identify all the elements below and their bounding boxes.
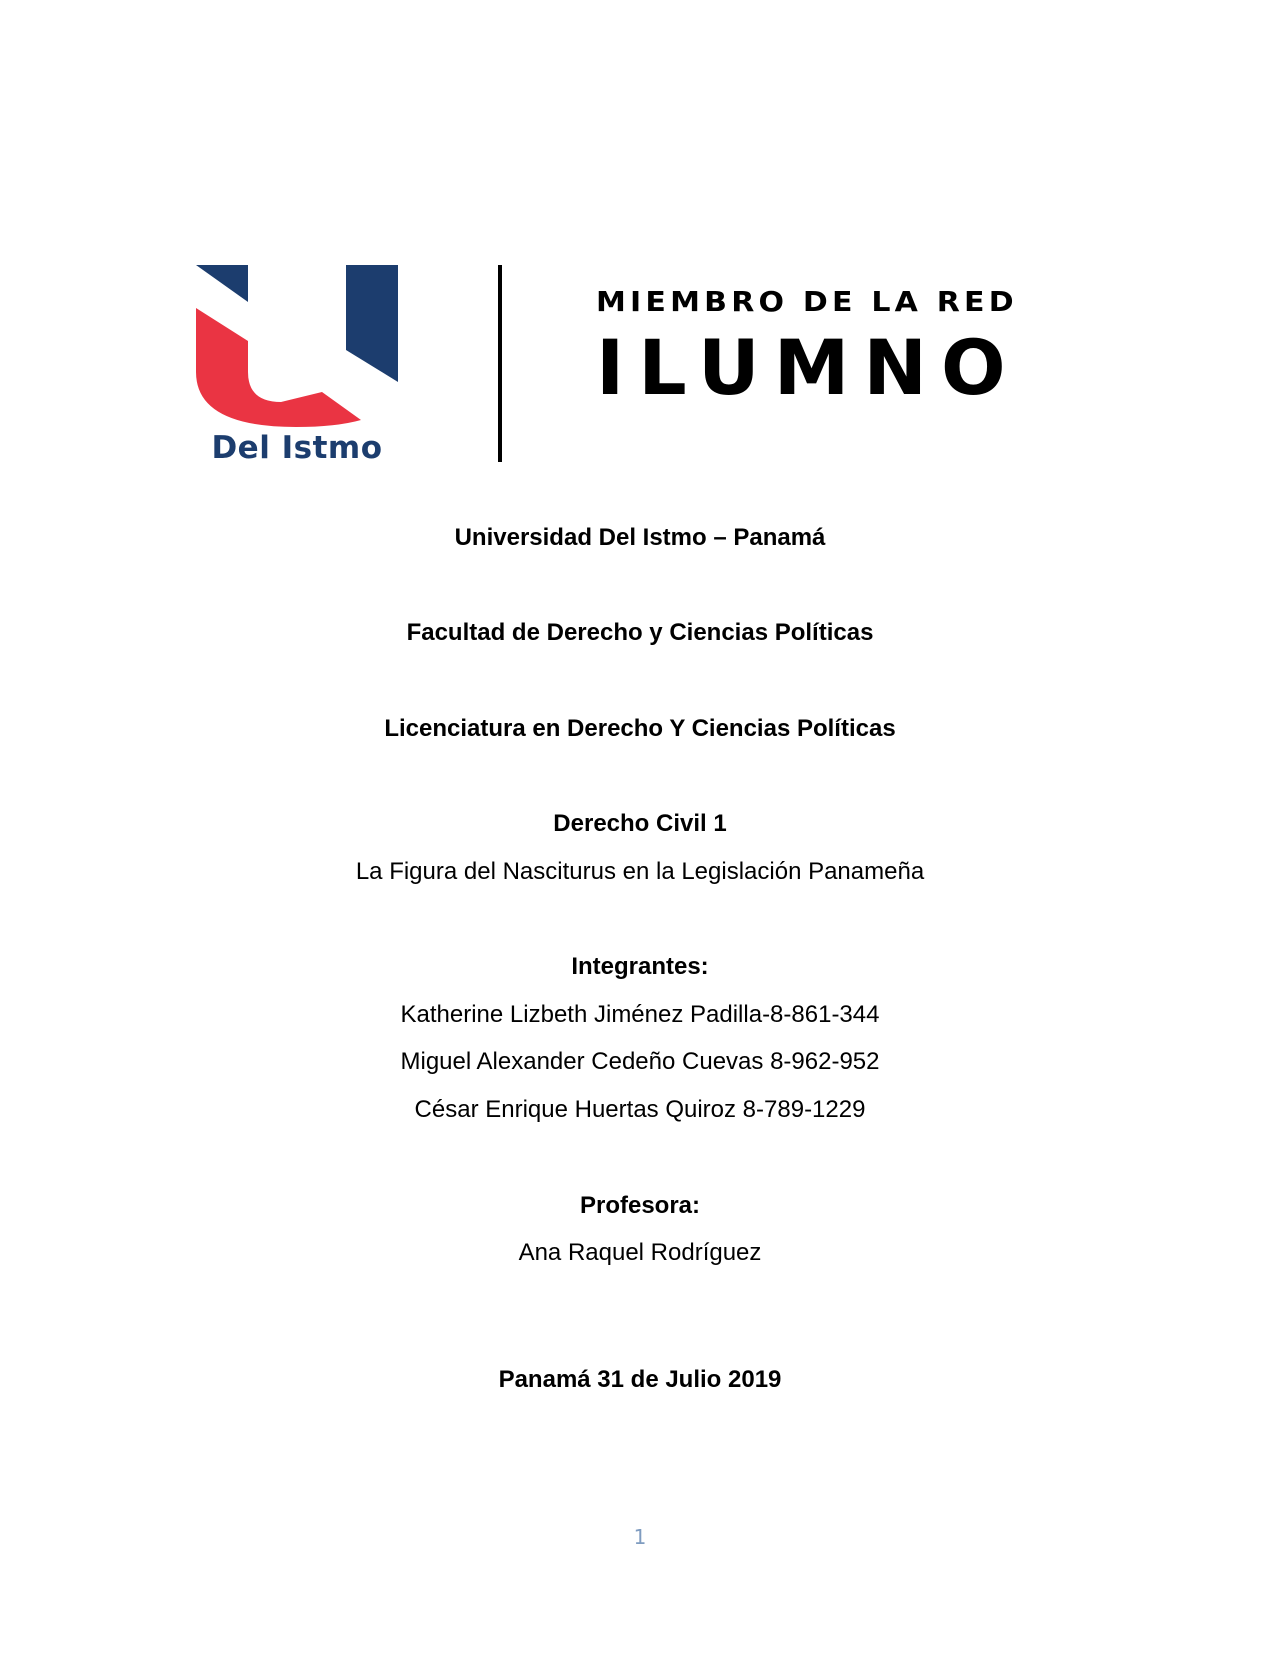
faculty-name: Facultad de Derecho y Ciencias Políticas <box>406 619 874 646</box>
ilumno-tagline: MIEMBRO DE LA RED <box>596 286 1018 319</box>
ilumno-logo <box>596 286 1126 412</box>
document-title: La Figura del Nasciturus en la Legislación Panameña <box>355 858 925 885</box>
logo-university-name: Del Istmo <box>211 430 383 466</box>
university-name: Universidad Del Istmo – Panamá <box>454 524 826 551</box>
document-date: Panamá 31 de Julio 2019 <box>498 1366 782 1393</box>
u-shape-logo-icon <box>196 262 398 427</box>
logo-divider <box>498 265 502 462</box>
professor-label: Profesora: <box>579 1192 701 1219</box>
member-item: César Enrique Huertas Quiroz 8-789-1229 <box>414 1096 866 1123</box>
degree-name: Licenciatura en Derecho Y Ciencias Políticas <box>384 715 896 742</box>
member-item: Miguel Alexander Cedeño Cuevas 8-962-952 <box>400 1048 880 1075</box>
professor-name: Ana Raquel Rodríguez <box>518 1239 762 1266</box>
universidad-del-istmo-logo <box>196 262 398 472</box>
members-label: Integrantes: <box>571 953 709 980</box>
ilumno-wordmark: ILUMNO <box>596 323 1020 412</box>
page-number: 1 <box>633 1525 647 1549</box>
member-item: Katherine Lizbeth Jiménez Padilla-8-861-344 <box>400 1001 880 1028</box>
course-name: Derecho Civil 1 <box>553 810 727 837</box>
